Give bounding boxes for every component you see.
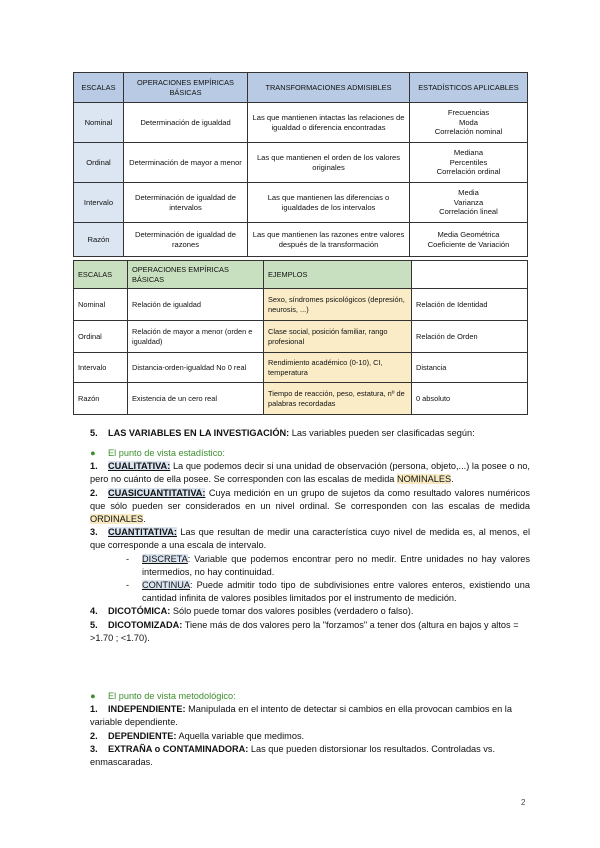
stats-cell: Frecuencias Moda Correlación nominal <box>410 103 528 143</box>
scale-cell: Ordinal <box>74 143 124 183</box>
example-cell: Rendimiento académico (0-10), CI, temperatura <box>264 353 412 383</box>
table-row <box>74 383 528 415</box>
scale-cell: Razón <box>74 383 128 415</box>
scale-cell: Ordinal <box>74 321 128 353</box>
table-header: ESCALAS <box>74 261 128 289</box>
empty-header <box>412 261 528 289</box>
transformation-cell: Las que mantienen las diferencias o igualdades de los intervalos <box>248 183 410 223</box>
operation-cell: Existencia de un cero real <box>128 383 264 415</box>
transformation-cell: Las que mantienen intactas las relaciones de igualdad o diferencia encontradas <box>248 103 410 143</box>
scale-cell: Nominal <box>74 289 128 321</box>
sub-list-item: - DISCRETA: Variable que podemos encontrar pero no medir. Entre unidades no hay valores intermedios, no hay continuidad. <box>126 553 530 577</box>
table-row <box>74 183 528 223</box>
operation-cell: Determinación de igualdad de intervalos <box>124 183 248 223</box>
operation-cell: Determinación de mayor a menor <box>124 143 248 183</box>
table-row <box>74 223 528 257</box>
scale-cell: Intervalo <box>74 353 128 383</box>
transformation-cell: Las que mantienen el orden de los valores originales <box>248 143 410 183</box>
list-item: 3. CUANTITATIVA: Las que resultan de medir una característica cuyo nivel de medida es, al menos, el que corresponde a una escala de intervalo. <box>90 527 530 551</box>
statistical-view <box>90 447 530 645</box>
table-header: ESCALAS <box>74 73 124 103</box>
example-cell: Tiempo de reacción, peso, estatura, nº de palabras recordadas <box>264 383 412 415</box>
example-cell: Clase social, posición familiar, rango profesional <box>264 321 412 353</box>
table-header: ESTADÍSTICOS APLICABLES <box>410 73 528 103</box>
scales-table <box>73 72 528 257</box>
scale-cell: Nominal <box>74 103 124 143</box>
table-row <box>74 143 528 183</box>
examples-table <box>73 260 528 415</box>
methodological-view <box>90 690 530 769</box>
list-item: 1. INDEPENDIENTE: Manipulada en el intento de detectar si cambios en ella provocan cambios en la variable dependiente. <box>90 704 512 728</box>
table-row <box>74 103 528 143</box>
scale-cell: Intervalo <box>74 183 124 223</box>
table-header: TRANSFORMACIONES ADMISIBLES <box>248 73 410 103</box>
list-item: 3. EXTRAÑA o CONTAMINADORA: Las que pueden distorsionar los resultados. Controladas vs. enmascaradas. <box>90 743 496 768</box>
table-header: OPERACIONES EMPÍRICAS BÁSICAS <box>124 73 248 103</box>
table-row <box>74 289 528 321</box>
table-header: EJEMPLOS <box>264 261 412 289</box>
operation-cell: Distancia-orden-igualdad No 0 real <box>128 353 264 383</box>
operation-cell: Relación de mayor a menor (orden e igualdad) <box>128 321 264 353</box>
example-cell: Sexo, síndromes psicológicos (depresión, neurosis, ...) <box>264 289 412 321</box>
stats-cell: Media Varianza Correlación lineal <box>410 183 528 223</box>
table-header: OPERACIONES EMPÍRICAS BÁSICAS <box>128 261 264 289</box>
relation-cell: Relación de Identidad <box>412 289 528 321</box>
relation-cell: 0 absoluto <box>412 383 528 415</box>
section-heading: 5. LAS VARIABLES EN LA INVESTIGACIÓN: Las variables pueden ser clasificadas según: <box>90 428 475 438</box>
page-number: 2 <box>521 798 526 807</box>
stats-cell: Media Geométrica Coeficiente de Variación <box>410 223 528 257</box>
scale-cell: Razón <box>74 223 124 257</box>
relation-cell: Relación de Orden <box>412 321 528 353</box>
operation-cell: Relación de igualdad <box>128 289 264 321</box>
stat-view-heading: ● El punto de vista estadístico: <box>90 448 225 458</box>
list-item: 2. CUASICUANTITATIVA: Cuya medición en un grupo de sujetos da como resultado valores numéricos que sólo pueden ser considerados en un nivel ordinal. Se corresponden con las escalas de medida ORDINALES. <box>90 487 530 525</box>
section-intro: Las variables pueden ser clasificadas según: <box>291 428 475 438</box>
sub-list-item: - CONTINUA: Puede admitir todo tipo de subdivisiones entre valores enteros, existiendo una cantidad infinita de valores posibles limitados por el instrumento de medición. <box>126 580 530 604</box>
table-row <box>74 353 528 383</box>
operation-cell: Determinación de igualdad <box>124 103 248 143</box>
relation-cell: Distancia <box>412 353 528 383</box>
stats-cell: Mediana Percentiles Correlación ordinal <box>410 143 528 183</box>
table-row <box>74 321 528 353</box>
list-item: 2. DEPENDIENTE: Aquella variable que medimos. <box>90 730 305 741</box>
method-view-heading: ● El punto de vista metodológico: <box>90 691 236 701</box>
list-item: 1. CUALITATIVA: La que podemos decir si una unidad de observación (persona, objeto,...) la posee o no, pero no cuánto de ella posee. Se corresponden con las escalas de medida NOMINALES. <box>90 461 530 485</box>
list-item: 4. DICOTÓMICA: Sólo puede tomar dos valores posibles (verdadero o falso). <box>90 606 414 617</box>
operation-cell: Determinación de igualdad de razones <box>124 223 248 257</box>
list-item: 5. DICOTOMIZADA: Tiene más de dos valores pero la "forzamos" a tener dos (altura en bajos y altos = >1.70 ; <1.70). <box>90 619 519 643</box>
section-title: LAS VARIABLES EN LA INVESTIGACIÓN: <box>108 428 290 438</box>
transformation-cell: Las que mantienen las razones entre valores después de la transformación <box>248 223 410 257</box>
